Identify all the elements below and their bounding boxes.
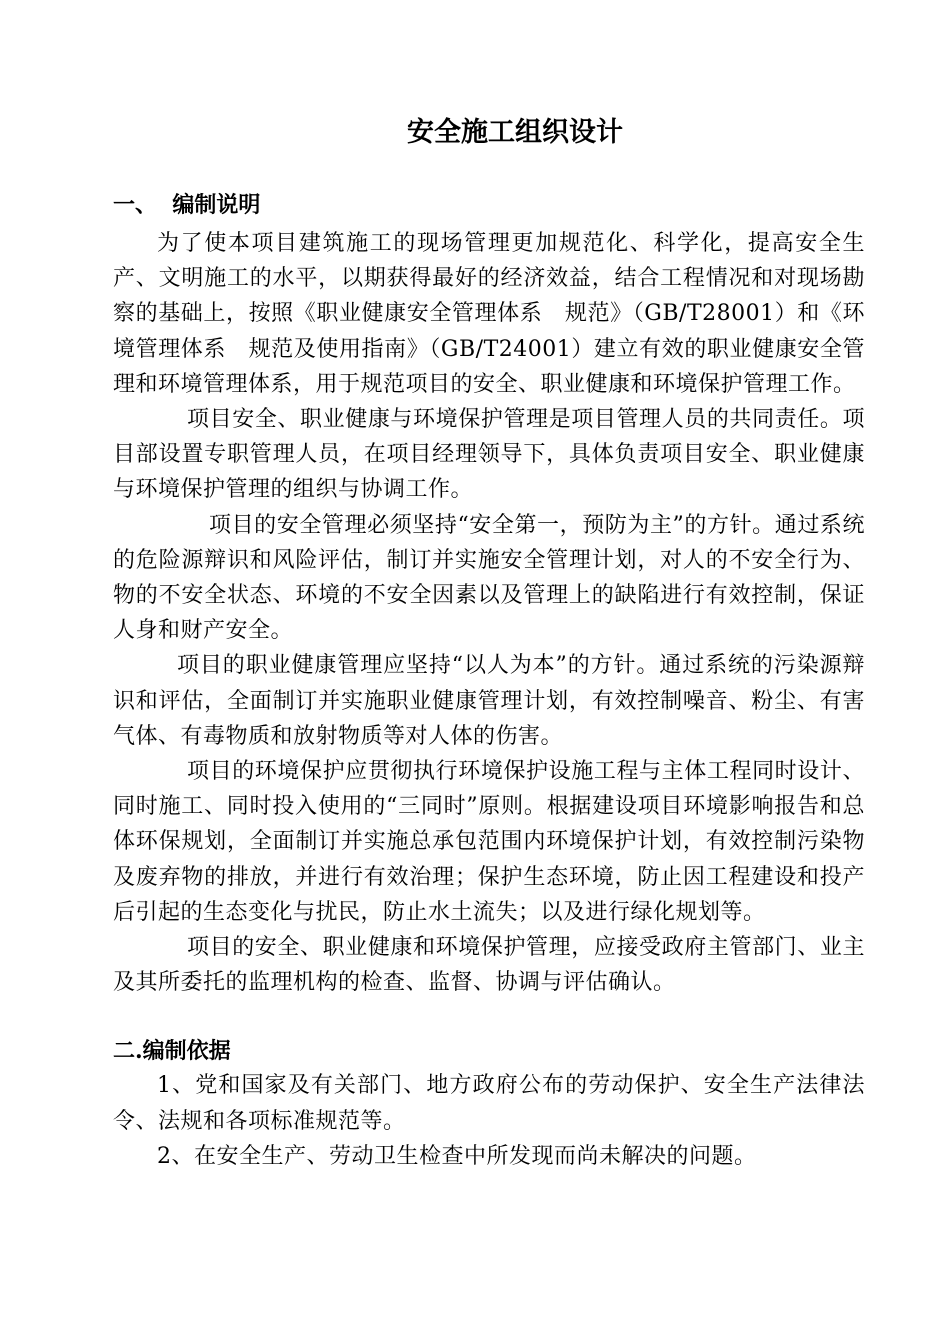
section-compilation-basis [113,1034,865,1174]
paragraph: 项目的职业健康管理应坚持“以人为本”的方针。通过系统的污染源辩识和评估，全面制订并实施职业健康管理计划，有效控制噪音、粉尘、有害气体、有毒物质和放射物质等对人体的伤害。 [113,653,865,749]
section-heading: 一、 编制说明 [113,192,261,218]
paragraph: 项目安全、职业健康与环境保护管理是项目管理人员的共同责任。项目部设置专职管理人员，在项目经理领导下，具体负责项目安全、职业健康与环境保护管理的组织与协调工作。 [113,407,865,503]
list-item: 2、在安全生产、劳动卫生检查中所发现而尚未解决的问题。 [157,1143,757,1169]
list-item: 1、党和国家及有关部门、地方政府公布的劳动保护、安全生产法律法令、法规和各项标准规范等。 [113,1073,865,1134]
paragraph: 项目的安全、职业健康和环境保护管理，应接受政府主管部门、业主及其所委托的监理机构的检查、监督、协调与评估确认。 [113,935,865,996]
paragraph: 项目的安全管理必须坚持“安全第一，预防为主”的方针。通过系统的危险源辩识和风险评估，制订并实施安全管理计划，对人的不安全行为、物的不安全状态、环境的不安全因素以及管理上的缺陷进行有效控制，保证人身和财产安全。 [113,512,865,644]
section-compilation-notes [113,188,865,1000]
paragraph: 项目的环境保护应贯彻执行环境保护设施工程与主体工程同时设计、同时施工、同时投入使用的“三同时”原则。根据建设项目环境影响报告和总体环保规划，全面制订并实施总承包范围内环境保护计划，有效控制污染物及废弃物的排放，并进行有效治理；保护生态环境，防止因工程建设和投产后引起的生态变化与扰民，防止水土流失；以及进行绿化规划等。 [113,759,865,925]
section-heading: 二.编制依据 [113,1038,231,1065]
document-body [113,188,865,1174]
document-title: 安全施工组织设计 [407,117,623,148]
paragraph: 为了使本项目建筑施工的现场管理更加规范化、科学化，提高安全生产、文明施工的水平，以期获得最好的经济效益，结合工程情况和对现场勘察的基础上，按照《职业健康安全管理体系 规范》（GB/T28001）和《环境管理体系 规范及使用指南》（GB/T24001）建立有效的职业健康安全管理和环境管理体系，用于规范项目的安全、职业健康和环境保护管理工作。 [113,231,865,397]
